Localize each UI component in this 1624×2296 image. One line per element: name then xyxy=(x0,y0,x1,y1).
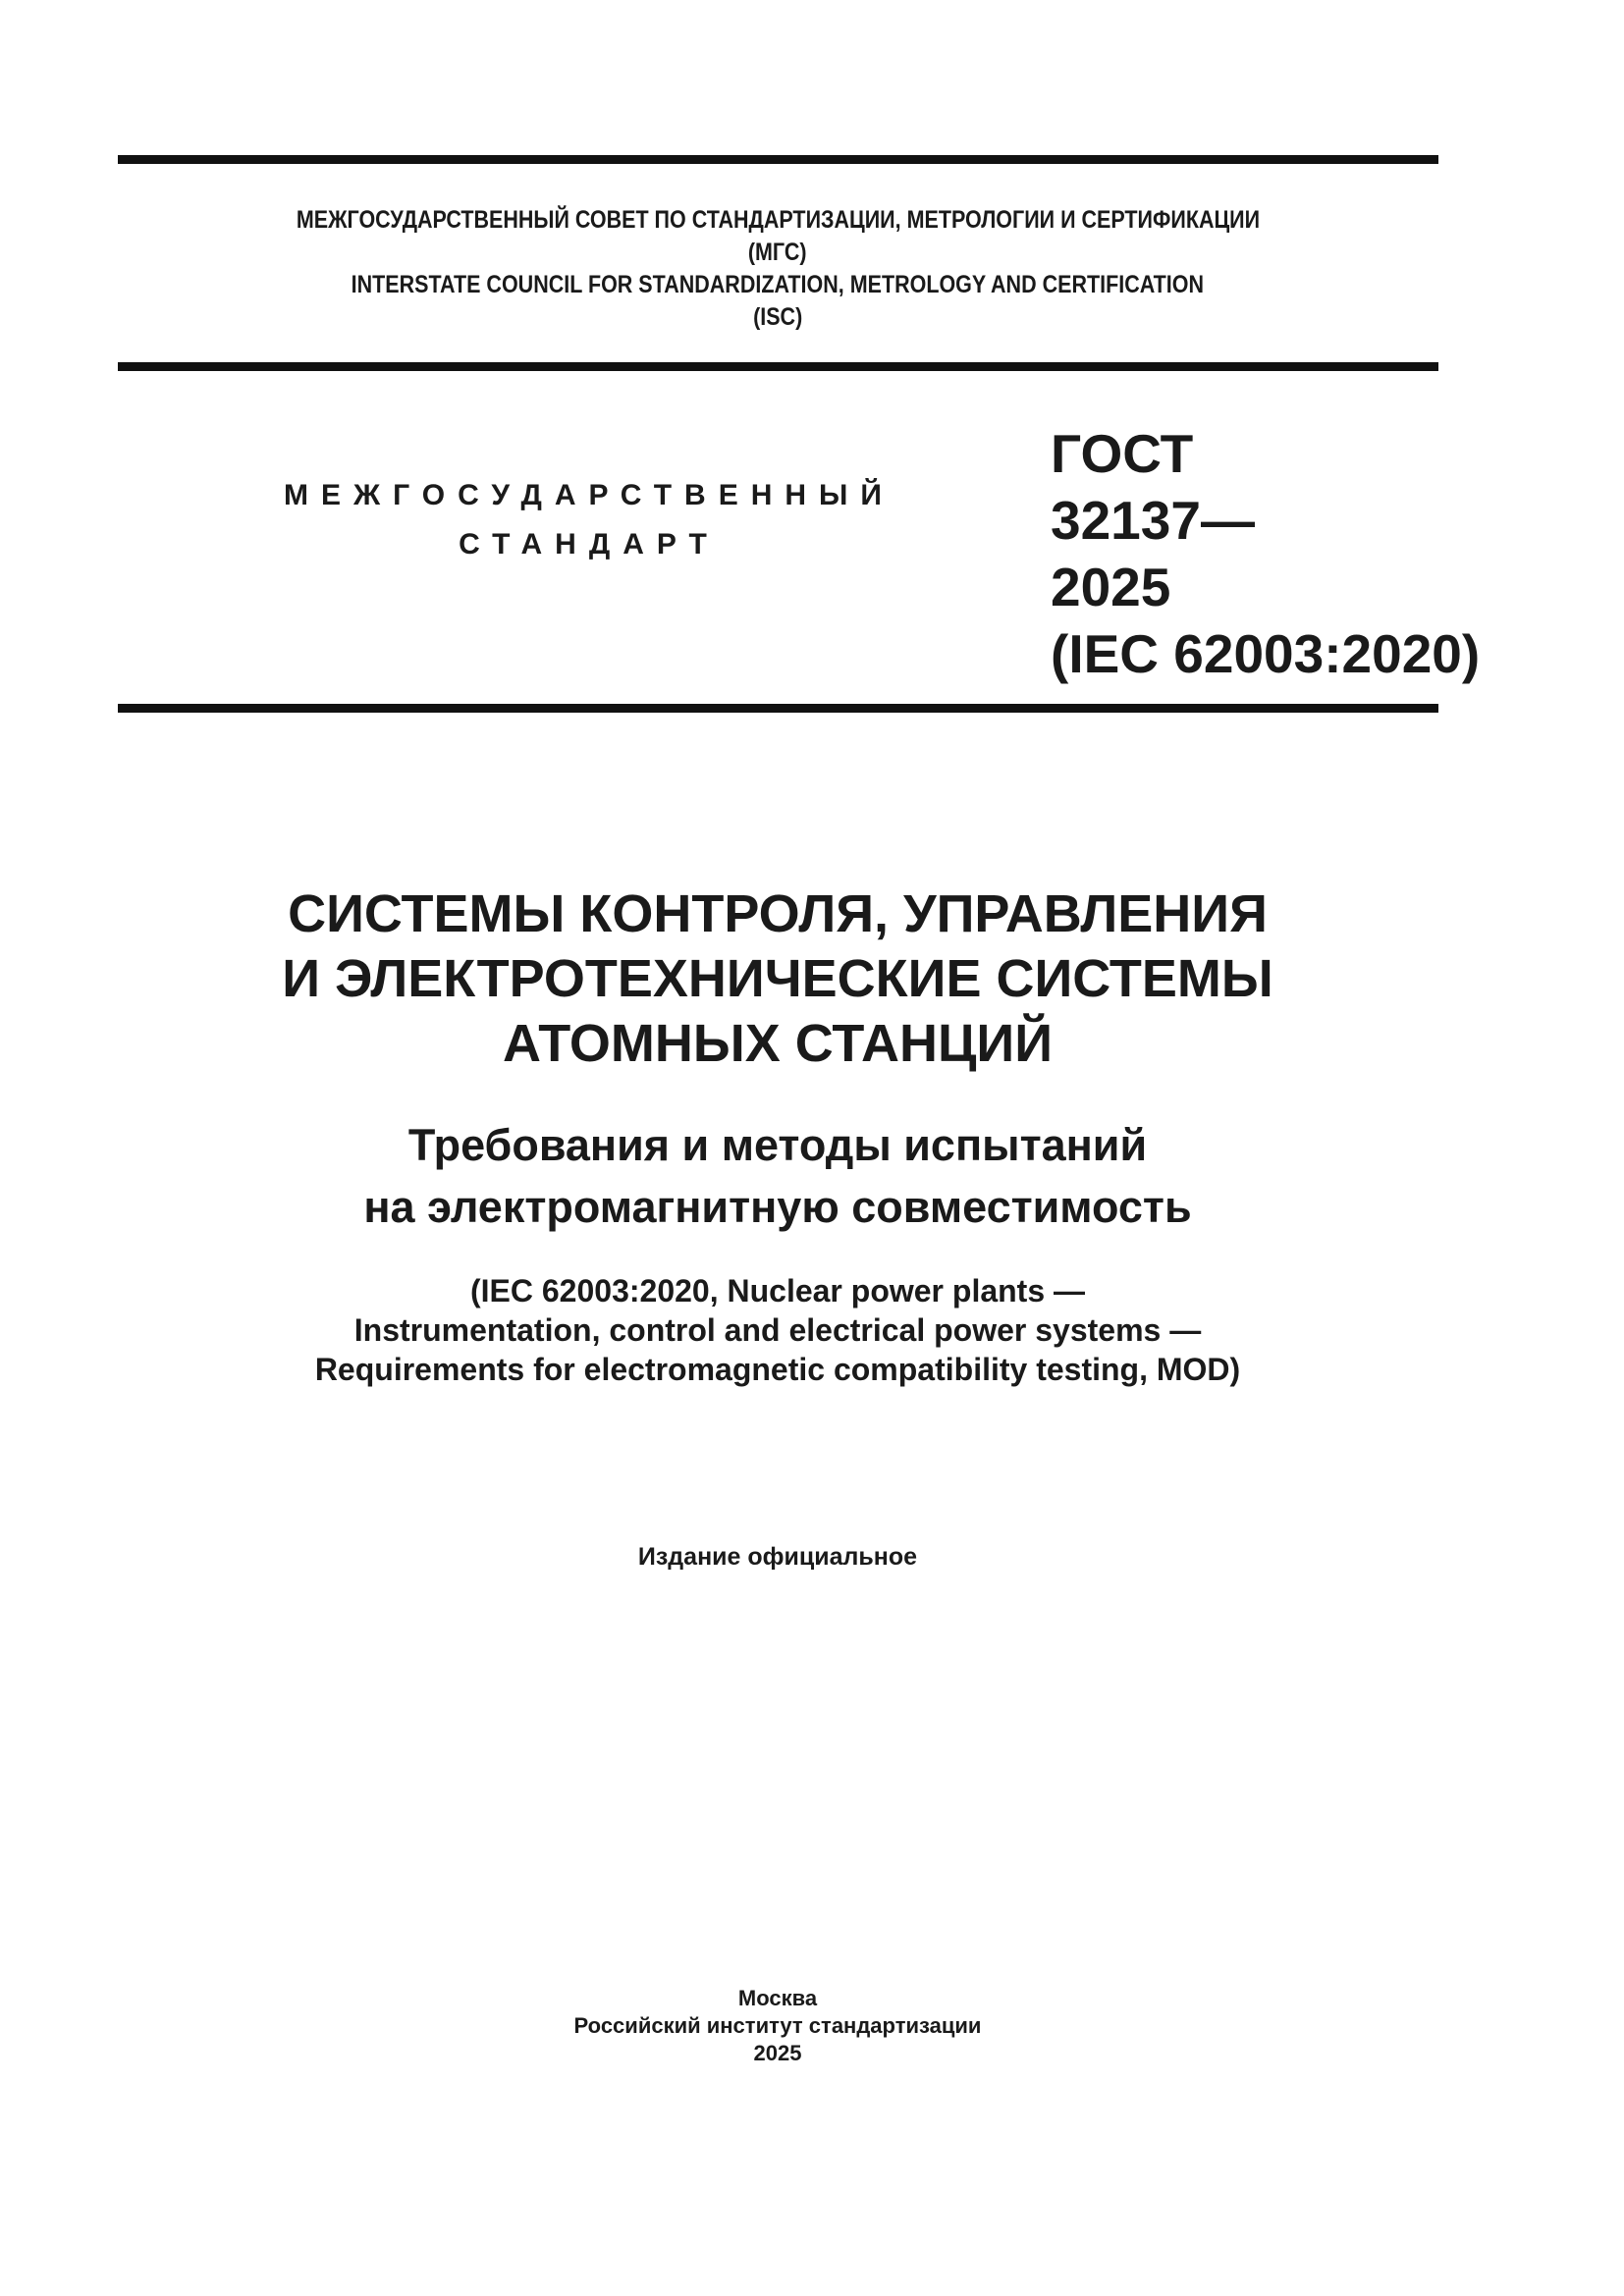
council-ru: МЕЖГОСУДАРСТВЕННЫЙ СОВЕТ ПО СТАНДАРТИЗАЦИИ, МЕТРОЛОГИИ И СЕРТИФИКАЦИИ xyxy=(296,206,1260,234)
subtitle-line: Требования и методы испытаний xyxy=(407,1120,1148,1170)
publisher-name: Российский институт стандартизации xyxy=(573,2013,982,2038)
publisher-city: Москва xyxy=(737,1986,818,2010)
edition-note: Издание официальное xyxy=(637,1543,918,1571)
council-block xyxy=(0,204,1555,334)
iec-line: (IEC 62003:2020, Nuclear power plants — xyxy=(469,1273,1086,1308)
middle-rule xyxy=(118,362,1438,371)
title-line: АТОМНЫХ СТАНЦИЙ xyxy=(502,1014,1054,1073)
council-en-abbr: (ISC) xyxy=(752,303,803,331)
council-ru-abbr: (МГС) xyxy=(748,239,807,266)
standard-type xyxy=(255,471,923,569)
iec-line: Instrumentation, control and electrical power systems — xyxy=(353,1312,1202,1348)
designation-line: ГОСТ xyxy=(1051,423,1194,484)
top-rule xyxy=(118,155,1438,164)
council-en: INTERSTATE COUNCIL FOR STANDARDIZATION, METROLOGY AND CERTIFICATION xyxy=(351,271,1205,298)
designation xyxy=(1051,420,1480,687)
standard-type-line: МЕЖГОСУДАРСТВЕННЫЙ xyxy=(284,479,894,511)
subtitle-line: на электромагнитную совместимость xyxy=(363,1182,1192,1232)
document-title xyxy=(0,881,1555,1076)
document-subtitle xyxy=(0,1114,1555,1238)
bottom-rule xyxy=(118,704,1438,713)
standard-type-line: СТАНДАРТ xyxy=(459,528,720,561)
designation-line: 32137— xyxy=(1051,490,1255,551)
designation-line: 2025 xyxy=(1051,557,1171,617)
publisher-block xyxy=(0,1985,1555,2067)
title-line: СИСТЕМЫ КОНТРОЛЯ, УПРАВЛЕНИЯ xyxy=(288,884,1268,943)
designation-line: (IEC 62003:2020) xyxy=(1051,623,1481,684)
title-line: И ЭЛЕКТРОТЕХНИЧЕСКИЕ СИСТЕМЫ xyxy=(282,949,1273,1008)
publication-year: 2025 xyxy=(753,2041,802,2065)
iec-reference xyxy=(0,1271,1555,1389)
iec-line: Requirements for electromagnetic compatibility testing, MOD) xyxy=(314,1352,1241,1387)
